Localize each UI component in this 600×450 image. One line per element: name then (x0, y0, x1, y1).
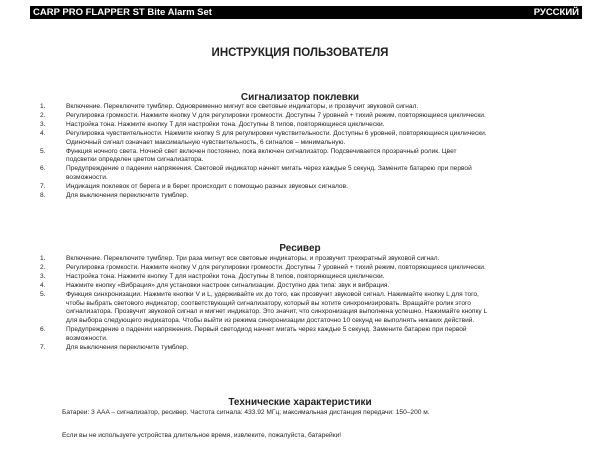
item-text-line: сигнализатора. Прозвучит звуковой сигнал и мигнет индикатор. Это значит, что синхронизация выполнена успешно. Нажимайте кнопку L (66, 308, 488, 316)
item-text-line: Настройка тона. Нажмите кнопку T для настройки тона. Доступны 8 типов, повторяющиеся циклически. (66, 120, 385, 128)
item-text-line: Включение. Переключите тумблер. Одновременно мигнут все световые индикаторы, и прозвучит звуковой сигнал. (66, 103, 419, 110)
list-item (40, 148, 575, 166)
item-number: 2. (40, 263, 46, 271)
list-item (40, 291, 575, 327)
item-text-line: чтобы выбрать светового индикатор, соответствующий сигнализатору, который вы хотите синхронизировать. Вращайте ролик этого (66, 299, 471, 307)
language-label: РУССКИЙ (533, 7, 579, 18)
item-text-line: Регулировка громкости. Нажмите кнопку V для регулировки громкости. Доступны 7 уровней + тихий режим, повторяющиеся циклически. (66, 111, 486, 119)
item-text-line: Настройка тона. Нажмите кнопку T для настройки тона. Доступны 8 типов, повторяющиеся циклически. (66, 272, 385, 280)
product-title: CARP PRO FLAPPER ST Bite Alarm Set (33, 7, 212, 18)
item-number: 4. (40, 281, 46, 289)
item-text-line: Включение. Переключите тумблер. Три раза мигнут все световые индикаторы, и прозвучит трехкратный звуковой сигнал. (66, 255, 440, 262)
list-item (40, 183, 575, 192)
item-number: 2. (40, 111, 46, 119)
item-text-line: Предупреждение о падении напряжения. Световой индикатор начнет мигать через каждые 5 секунд. Замените батарею при первой (66, 165, 472, 173)
item-text-line: Предупреждение о падении напряжения. Первый светодиод начнет мигать через каждые 5 секунд. Замените батарею при первой (66, 326, 467, 334)
list-item (40, 255, 575, 264)
item-number: 4. (40, 129, 46, 137)
item-number: 6. (40, 326, 46, 334)
item-number: 5. (40, 290, 46, 298)
item-text-line: Регулировка чувствительности. Нажмите кнопку S для регулировки чувствительности. Доступны 6 уровней, повторяющиеся циклически. (66, 129, 487, 137)
list-item (40, 326, 575, 344)
list-item (40, 282, 575, 291)
list-item (40, 112, 575, 121)
section-heading-receiver: Ресивер (279, 243, 321, 254)
item-number: 1. (40, 103, 46, 110)
item-text-line: Функция синхронизации. Нажмите кнопки V и L, удерживайте их до того, как прозвучит звуковой сигнал. Нажимайте кнопку L для того, (66, 290, 479, 298)
list-item (40, 130, 575, 148)
item-number: 1. (40, 255, 46, 262)
item-number: 3. (40, 120, 46, 128)
item-number: 5. (40, 147, 46, 155)
list-item (40, 103, 575, 112)
list-item (40, 192, 575, 201)
item-text-line: Нажмите кнопку «Вибрация» для установки настроек сигнализации. Доступно два типа: звук и вибрация. (66, 281, 390, 289)
item-text-line: Одиночный сигнал означает максимальную чувствительность, 6 сигналов – минимальную. (66, 138, 346, 146)
item-text-line: Индикация поклевок от берега и в берег происходит с помощью разных звуковых сигналов. (66, 183, 348, 191)
list-item (40, 273, 575, 282)
alarm-instructions-list (40, 103, 575, 201)
section-heading-specs: Технические характеристики (228, 397, 372, 408)
battery-note: Если вы не используете устройства длительное время, извлеките, пожалуйста, батарейки! (62, 432, 342, 439)
section-heading-alarm: Сигнализатор поклевки (240, 92, 360, 103)
item-number: 8. (40, 192, 46, 200)
specs-text: Батареи: 3 AAA – сигнализатор, ресивер. Частота сигнала: 433.92 МГц; максимальная дистанция передачи: 150–200 м. (62, 409, 430, 416)
item-number: 3. (40, 272, 46, 280)
list-item (40, 121, 575, 130)
list-item (40, 264, 575, 273)
list-item (40, 344, 575, 353)
item-number: 7. (40, 344, 46, 352)
item-text-line: возможности. (66, 335, 108, 343)
header-bar (30, 6, 582, 19)
item-text-line: Функция ночного света. Ночной свет включен постоянно, пока включен сигнализатор. Подсвечивается прозрачный ролик. Цвет (66, 147, 457, 155)
item-number: 7. (40, 183, 46, 191)
document-title: ИНСТРУКЦИЯ ПОЛЬЗОВАТЕЛЯ (211, 47, 389, 59)
item-text-line: Регулировка громкости. Нажмите кнопку V для регулировки громкости. Доступны 7 уровней + тихий режим, повторяющиеся циклически. (66, 263, 486, 271)
item-number: 6. (40, 165, 46, 173)
item-text-line: подсветки определен цветом сигнализатора. (66, 156, 204, 164)
item-text-line: Для выключения переключите тумблер. (66, 192, 189, 200)
item-text-line: возможности. (66, 174, 108, 182)
item-text-line: для выбора следующего индикатора. Чтобы выйти из режима синхронизации достаточно 10 секунд не выполнять никаких действий. (66, 317, 475, 325)
item-text-line: Для выключения переключите тумблер. (66, 344, 189, 352)
receiver-instructions-list (40, 255, 575, 353)
list-item (40, 165, 575, 183)
